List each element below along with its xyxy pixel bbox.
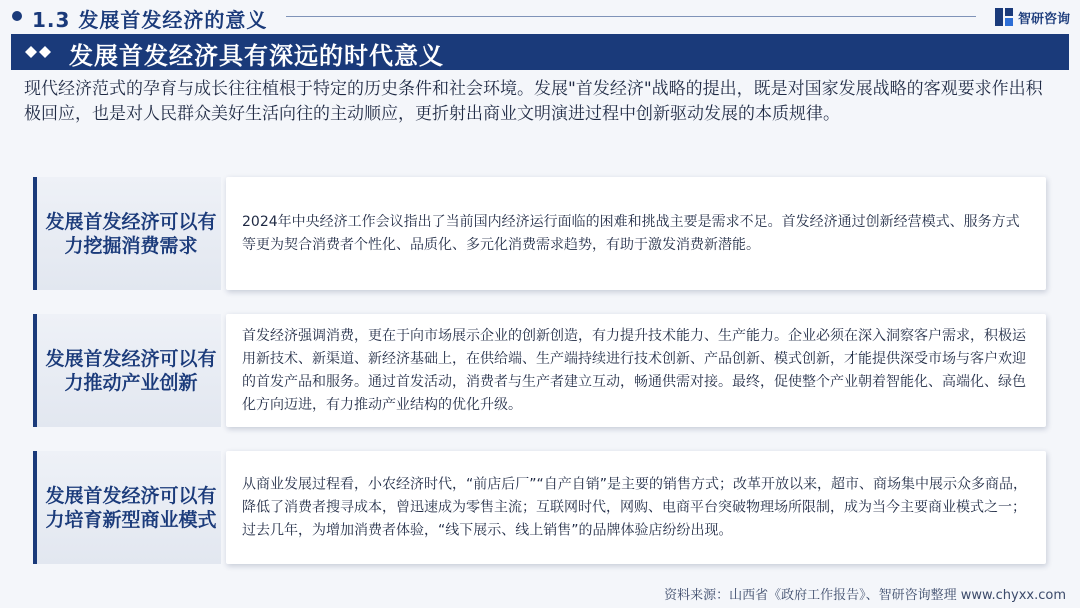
card-industry <box>33 314 1048 427</box>
banner-title: 发展首发经济具有深远的时代意义 <box>69 42 444 70</box>
card-body: 从商业发展过程看，小农经济时代，“前店后厂”“自产自销”是主要的销售方式；改革开放以来，超市、商场集中展示众多商品，降低了消费者搜寻成本，曾迅速成为零售主流；互联网时代，网购、电商平台突破物理场所限制，成为当今主要商业模式之一；过去几年，为增加消费者体验，“线下展示、线上销售”的品牌体验店纷纷出现。 <box>242 476 1028 538</box>
card-label: 发展首发经济可以有力培育新型商业模式 <box>45 484 217 531</box>
double-diamond-icon <box>25 46 55 58</box>
logo-mark-icon <box>995 8 1013 26</box>
card-business-model <box>33 451 1048 564</box>
card-body: 首发经济强调消费，更在于向市场展示企业的创新创造，有力提升技术能力、生产能力。企业必须在深入洞察客户需求，积极运用新技术、新渠道、新经济基础上，在供给端、生产端持续进行技术创新、产品创新、模式创新，才能提供深受市场与客户欢迎的首发产品和服务。通过首发活动，消费者与生产者建立互动，畅通供需对接。最终，促使整个产业朝着智能化、高端化、绿色化方向迈进，有力推动产业结构的优化升级。 <box>242 327 1026 413</box>
section-title: 1.3 发展首发经济的意义 <box>32 8 268 32</box>
card-body-box <box>226 177 1046 290</box>
accent-bar <box>33 451 37 564</box>
bullet-dot-icon <box>12 11 22 21</box>
accent-bar <box>33 314 37 427</box>
card-label-panel <box>33 177 221 290</box>
card-label-panel <box>33 451 221 564</box>
source-footer: 资料来源：山西省《政府工作报告》、智研咨询整理 www.chyxx.com <box>664 588 1066 603</box>
card-label: 发展首发经济可以有力挖掘消费需求 <box>45 210 217 257</box>
card-label: 发展首发经济可以有力推动产业创新 <box>45 347 217 394</box>
logo-text: 智研咨询 <box>1017 11 1070 27</box>
card-consumption <box>33 177 1048 290</box>
card-body: 2024年中央经济工作会议指出了当前国内经济运行面临的困难和挑战主要是需求不足。首发经济通过创新经营模式、服务方式等更为契合消费者个性化、品质化、多元化消费需求趋势，有助于激发消费新潜能。 <box>242 213 1020 253</box>
brand-logo <box>995 6 1070 28</box>
header-divider <box>286 16 976 17</box>
card-body-box <box>226 314 1046 427</box>
card-body-box <box>226 451 1046 564</box>
intro-paragraph: 现代经济范式的孕育与成长往往植根于特定的历史条件和社会环境。发展"首发经济"战略的提出，既是对国家发展战略的客观要求作出积极回应，也是对人民群众美好生活向往的主动顺应，更折射出商业文明演进过程中创新驱动发展的本质规律。 <box>24 79 1043 124</box>
card-label-panel <box>33 314 221 427</box>
accent-bar <box>33 177 37 290</box>
top-header <box>0 0 1080 34</box>
title-banner <box>11 34 1069 70</box>
